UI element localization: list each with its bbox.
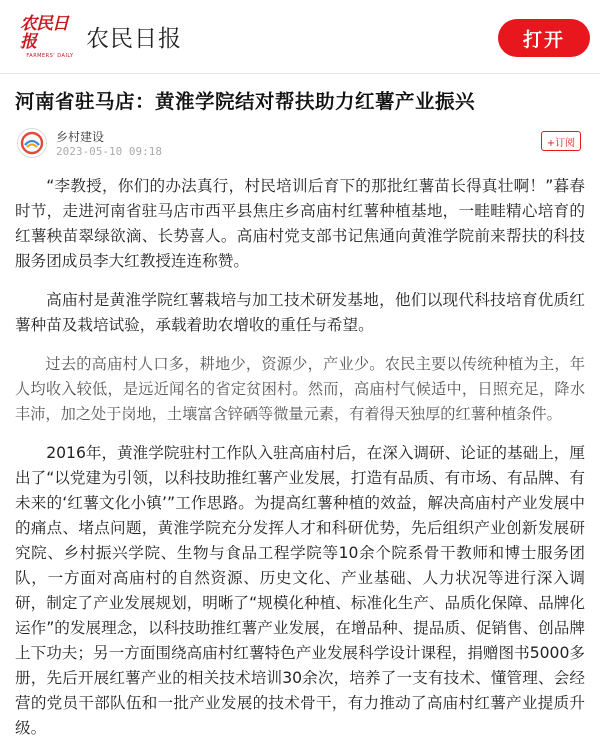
article-paragraph: 2016年，黄淮学院驻村工作队入驻高庙村后，在深入调研、论证的基础上，厘出了“以党建为引领，以科技助推红薯产业发展，打造有品质、有市场、有品牌、有未来的‘红薯文化小镇’”工作思路。为提高红薯种植的效益，解决高庙村产业发展中的痛点、堵点问题，黄淮学院充分发挥人才和科研优势，先后组织产业创新发展研究院、乡村振兴学院、生物与食品工程学院等10余个院系骨干教师和博士服务团队，一方面对高庙村的自然资源、历史文化、产业基础、人力状况等进行深入调研，制定了产业发展规划，明晰了“规模化种植、标准化生产、品质化保障、品牌化运作”的发展理念，以科技助推红薯产业发展，在增品种、提品质、促销售、创品牌上下功夫；另一方面围绕高庙村红薯特色产业发展科学设计课程，捐赠图书5000多册，先后开展红薯产业的相关技术培训30余次，培养了一支有技术、懂管理、会经营的党员干部队伍和一批产业发展的技术骨干，有力推动了高庙村红薯产业提质升级。 [15, 444, 585, 737]
publish-datetime: 2023-05-10 09:18 [56, 145, 162, 158]
author-name[interactable]: 乡村建设 [56, 130, 105, 144]
app-name: 农民日报 [86, 26, 182, 52]
logo-text: 农民日报 [20, 13, 68, 52]
app-banner [0, 0, 600, 74]
open-app-button[interactable]: 打开 [498, 19, 590, 57]
article-body [0, 174, 600, 741]
article-paragraph: 高庙村是黄淮学院红薯栽培与加工技术研发基地，他们以现代科技培育优质红薯种苗及栽培试验，承载着助农增收的重任与希望。 [15, 291, 585, 334]
subscribe-button[interactable]: +订阅 [541, 131, 581, 151]
rural-construction-icon [20, 131, 44, 155]
article-meta [15, 126, 600, 166]
author-avatar[interactable] [17, 128, 47, 158]
article-paragraph: “李教授，你们的办法真行，村民培训后育下的那批红薯苗长得真壮啊！”暮春时节，走进河南省驻马店市西平县焦庄乡高庙村红薯种植基地，一畦畦精心培育的红薯秧苗翠绿欲滴、长势喜人。高庙村党支部书记焦通向黄淮学院前来帮扶的科技服务团成员李大红教授连连称赞。 [15, 177, 585, 270]
article-title: 河南省驻马店：黄淮学院结对帮扶助力红薯产业振兴 [15, 90, 476, 113]
logo-subtext: FARMERS' DAILY [26, 52, 74, 59]
farmers-daily-logo[interactable] [20, 13, 80, 59]
article-paragraph: 过去的高庙村人口多，耕地少，资源少，产业少。农民主要以传统种植为主，年人均收入较低，是远近闻名的省定贫困村。然而，高庙村气候适中，日照充足，降水丰沛，加之处于岗地，土壤富含锌硒等微量元素，有着得天独厚的红薯种植条件。 [15, 355, 585, 423]
